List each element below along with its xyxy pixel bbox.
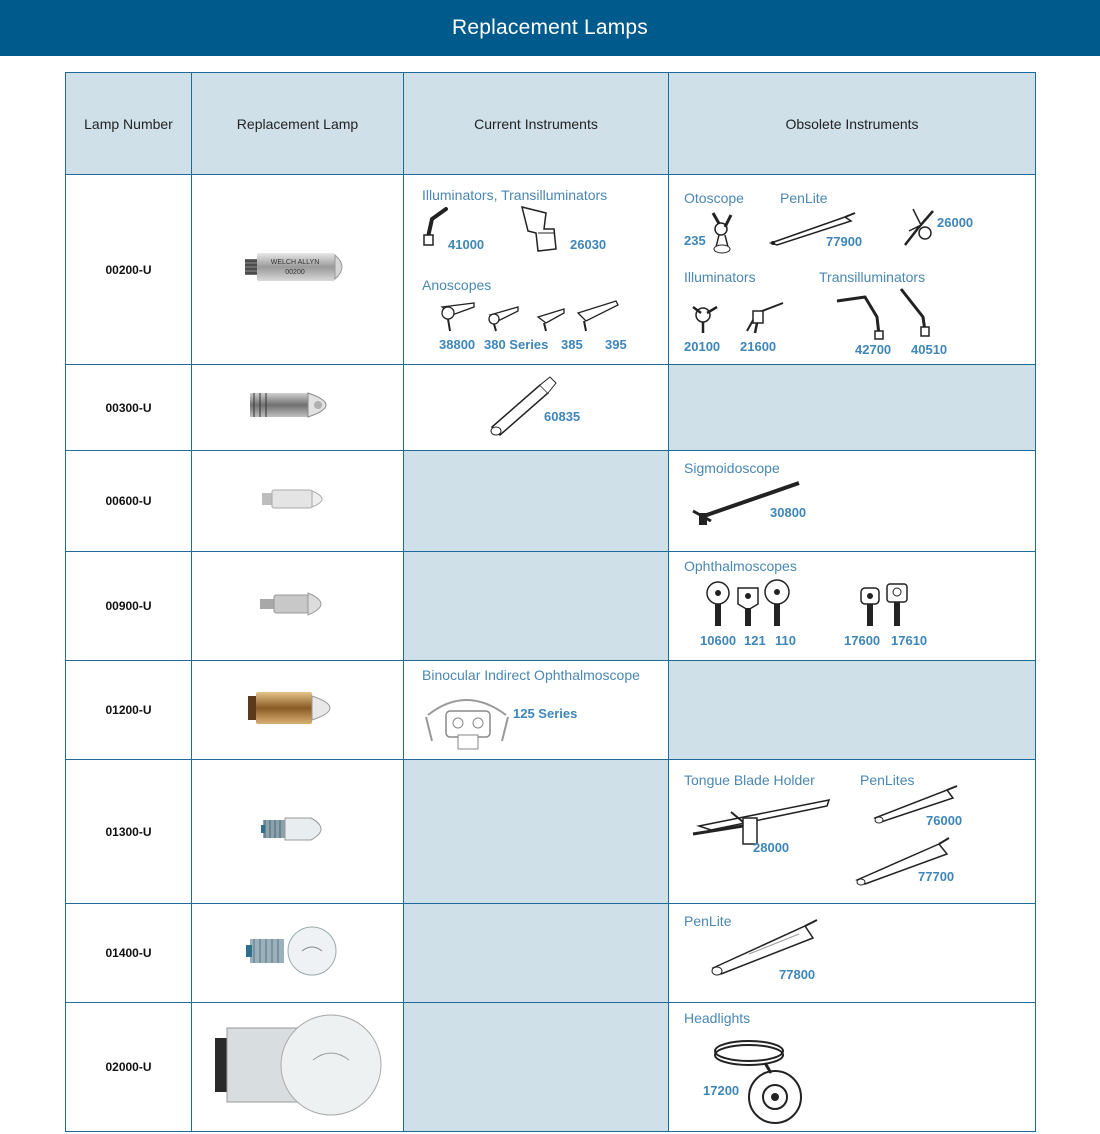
group-label: PenLite (684, 913, 732, 929)
lamp-02000-image (213, 1010, 383, 1120)
header-obsolete-instruments: Obsolete Instruments (669, 73, 1036, 175)
lamp-image-cell (192, 552, 404, 661)
obsolete-instruments-cell (669, 904, 1036, 1003)
table-row (66, 175, 1036, 365)
instrument-code: 77700 (918, 869, 955, 884)
ophthalmoscope-icon (735, 584, 761, 628)
current-instruments-cell-empty (404, 760, 669, 904)
anoscope-icon (486, 303, 522, 333)
binocular-ophthalmoscope-icon (422, 687, 512, 753)
instrument-code: 40510 (911, 342, 948, 357)
instrument-code: 60835 (544, 409, 581, 424)
instrument-code: 10600 (700, 633, 737, 648)
illuminator-icon (422, 207, 450, 247)
group-label: Ophthalmoscopes (684, 558, 797, 574)
otoscope-icon (705, 209, 739, 255)
lamp-01200-image (246, 688, 350, 728)
group-label: Illuminators (684, 269, 756, 285)
lamp-number: 01300-U (66, 760, 192, 904)
obsolete-instruments-cell-empty (669, 661, 1036, 760)
instrument-code: 42700 (855, 342, 892, 357)
obsolete-instruments-cell-empty (669, 365, 1036, 451)
group-label: Otoscope (684, 190, 744, 206)
lamp-number: 00600-U (66, 451, 192, 552)
table-row (66, 1003, 1036, 1132)
lamp-image-cell (192, 760, 404, 904)
lamp-00600-image (260, 486, 336, 512)
current-instruments-cell-empty (404, 552, 669, 661)
transilluminator-icon (897, 287, 937, 339)
instrument-code: 26030 (570, 237, 607, 252)
lamp-number: 00300-U (66, 365, 192, 451)
group-label: PenLites (860, 772, 915, 788)
table-row (66, 904, 1036, 1003)
lamp-image-cell (192, 175, 404, 365)
illuminator-icon (689, 303, 721, 335)
instrument-code: 110 (775, 633, 796, 648)
instrument-code: 121 (744, 633, 766, 648)
lamp-image-cell (192, 451, 404, 552)
lamp-number: 01400-U (66, 904, 192, 1003)
lamp-00900-image (258, 589, 338, 619)
page-title: Replacement Lamps (452, 16, 648, 39)
ophthalmoscope-icon (859, 584, 881, 628)
ophthalmoscope-icon (885, 580, 909, 628)
instrument-code: 235 (684, 233, 706, 248)
lamp-print-brand: WELCH ALLYN (270, 259, 319, 266)
ophthalmoscope-icon (705, 580, 731, 628)
transilluminator-icon (835, 295, 887, 341)
otoscope-icon (899, 205, 939, 249)
group-label: Headlights (684, 1010, 751, 1026)
lamp-image-cell (192, 365, 404, 451)
lamp-number: 01200-U (66, 661, 192, 760)
instrument-code: 395 (605, 337, 627, 352)
instrument-code: 76000 (926, 813, 963, 828)
lamp-image-cell (192, 661, 404, 760)
header-lamp-number: Lamp Number (66, 73, 192, 175)
header-current-instruments: Current Instruments (404, 73, 669, 175)
lamp-image-cell (192, 1003, 404, 1132)
obsolete-instruments-cell (669, 451, 1036, 552)
instrument-code: 77900 (826, 234, 863, 249)
instrument-code: 20100 (684, 339, 721, 354)
lamp-number: 00900-U (66, 552, 192, 661)
header-row (66, 73, 1036, 175)
table-row (66, 365, 1036, 451)
anoscope-icon (536, 305, 566, 333)
current-instruments-cell (404, 365, 669, 451)
lamp-01300-image (261, 814, 335, 844)
lamp-00300-image (248, 387, 348, 423)
instrument-code: 17600 (844, 633, 881, 648)
instrument-code: 125 Series (513, 706, 578, 721)
obsolete-instruments-cell (669, 1003, 1036, 1132)
group-label: Binocular Indirect Ophthalmoscope (422, 667, 640, 683)
instrument-code: 38800 (439, 337, 476, 352)
instrument-code: 21600 (740, 339, 777, 354)
instrument-code: 26000 (937, 215, 974, 230)
lamp-image-cell (192, 904, 404, 1003)
current-instruments-cell (404, 175, 669, 365)
table-row (66, 760, 1036, 904)
current-instruments-cell (404, 661, 669, 760)
anoscope-icon (438, 299, 478, 333)
ophthalmoscope-icon (763, 578, 791, 628)
instrument-code: 17610 (891, 633, 928, 648)
group-label: Tongue Blade Holder (684, 772, 815, 788)
lamp-01400-image (246, 925, 350, 977)
instrument-code: 380 Series (484, 337, 549, 352)
obsolete-instruments-cell (669, 760, 1036, 904)
lamp-print-number: 00200 (284, 269, 305, 276)
group-label: PenLite (780, 190, 828, 206)
illuminator-icon (743, 299, 787, 335)
table-row (66, 661, 1036, 760)
lamp-number: 00200-U (66, 175, 192, 365)
header-replacement-lamp: Replacement Lamp (192, 73, 404, 175)
current-instruments-cell-empty (404, 904, 669, 1003)
replacement-lamps-table (65, 72, 1036, 1132)
instrument-code: 41000 (448, 237, 485, 252)
table-row (66, 552, 1036, 661)
lamp-number: 02000-U (66, 1003, 192, 1132)
current-instruments-cell-empty (404, 1003, 669, 1132)
instrument-code: 30800 (770, 505, 807, 520)
anoscope-icon (576, 299, 620, 333)
current-instruments-cell-empty (404, 451, 669, 552)
instrument-code: 17200 (703, 1083, 740, 1098)
obsolete-instruments-cell (669, 175, 1036, 365)
lamp-00200-image (243, 247, 353, 287)
transilluminator-icon (516, 203, 560, 253)
instrument-code: 385 (561, 337, 583, 352)
group-label: Sigmoidoscope (684, 460, 780, 476)
headlight-icon (711, 1033, 807, 1129)
instrument-code: 28000 (753, 840, 790, 855)
title-banner (0, 0, 1100, 56)
handle-icon (488, 375, 558, 437)
table-row (66, 451, 1036, 552)
group-label: Transilluminators (819, 269, 926, 285)
group-label: Anoscopes (422, 277, 492, 293)
obsolete-instruments-cell (669, 552, 1036, 661)
instrument-code: 77800 (779, 967, 816, 982)
group-label: Illuminators, Transilluminators (422, 187, 608, 203)
